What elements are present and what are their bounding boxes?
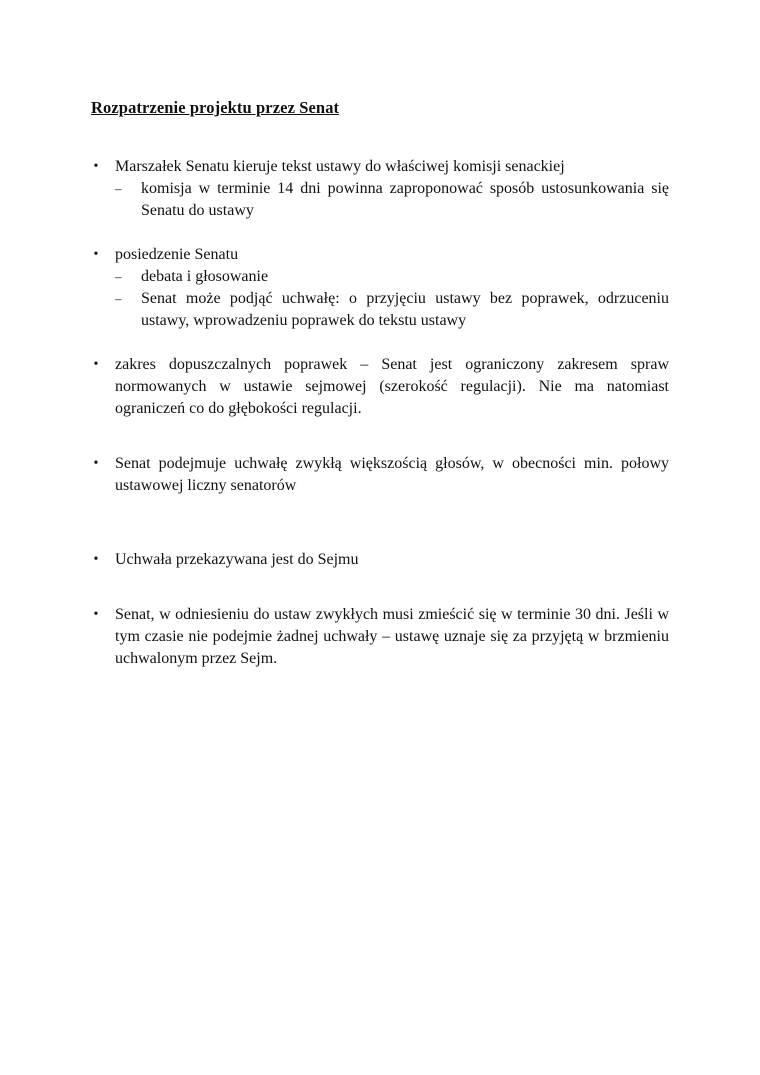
- bullet-text: Senat, w odniesieniu do ustaw zwykłych musi zmieścić się w terminie 30 dni. Jeśli w tym czasie nie podejmie żadnej uchwały – ustawę uznaje się za przyjętą w brzmieniu uchwalonym przez Sejm.: [115, 606, 669, 667]
- bullet-item-posiedzenie: [89, 244, 669, 332]
- bullet-item-zakres: [89, 354, 669, 420]
- dash-icon: –: [115, 269, 122, 284]
- document-title: Rozpatrzenie projektu przez Senat: [91, 98, 340, 117]
- dash-icon: –: [115, 291, 122, 306]
- bullet-icon: •: [93, 247, 99, 262]
- bullet-icon: •: [93, 159, 99, 174]
- bullet-item-termin: [89, 604, 669, 670]
- dash-icon: –: [115, 181, 122, 196]
- bullet-icon: •: [93, 456, 99, 471]
- bullet-text: Uchwała przekazywana jest do Sejmu: [115, 551, 359, 568]
- bullet-text: posiedzenie Senatu: [115, 246, 239, 263]
- bullet-item-uchwala-sejm: [89, 549, 669, 571]
- bullet-icon: •: [93, 607, 99, 622]
- bullet-item-marszalek: [89, 156, 669, 222]
- sub-item: [115, 288, 669, 332]
- bullet-icon: •: [93, 357, 99, 372]
- bullet-text: zakres dopuszczalnych poprawek – Senat jest ograniczony zakresem spraw normowanych w ustawie sejmowej (szerokość regulacji). Nie ma natomiast ograniczeń co do głębokości regulacji.: [115, 356, 669, 417]
- bullet-icon: •: [93, 552, 99, 567]
- sub-item-text: Senat może podjąć uchwałę: o przyjęciu ustawy bez poprawek, odrzuceniu ustawy, wprowadzeniu poprawek do tekstu ustawy: [141, 290, 669, 329]
- sub-item-text: komisja w terminie 14 dni powinna zaproponować sposób ustosunkowania się Senatu do ustawy: [141, 180, 669, 219]
- bullet-item-uchwala-wiekszosc: [89, 453, 669, 497]
- sub-item: [115, 178, 669, 222]
- sub-item: [115, 266, 669, 288]
- bullet-text: Senat podejmuje uchwałę zwykłą większością głosów, w obecności min. połowy ustawowej liczny senatorów: [115, 455, 669, 494]
- bullet-text: Marszałek Senatu kieruje tekst ustawy do właściwej komisji senackiej: [115, 158, 565, 175]
- sub-item-text: debata i głosowanie: [141, 268, 269, 285]
